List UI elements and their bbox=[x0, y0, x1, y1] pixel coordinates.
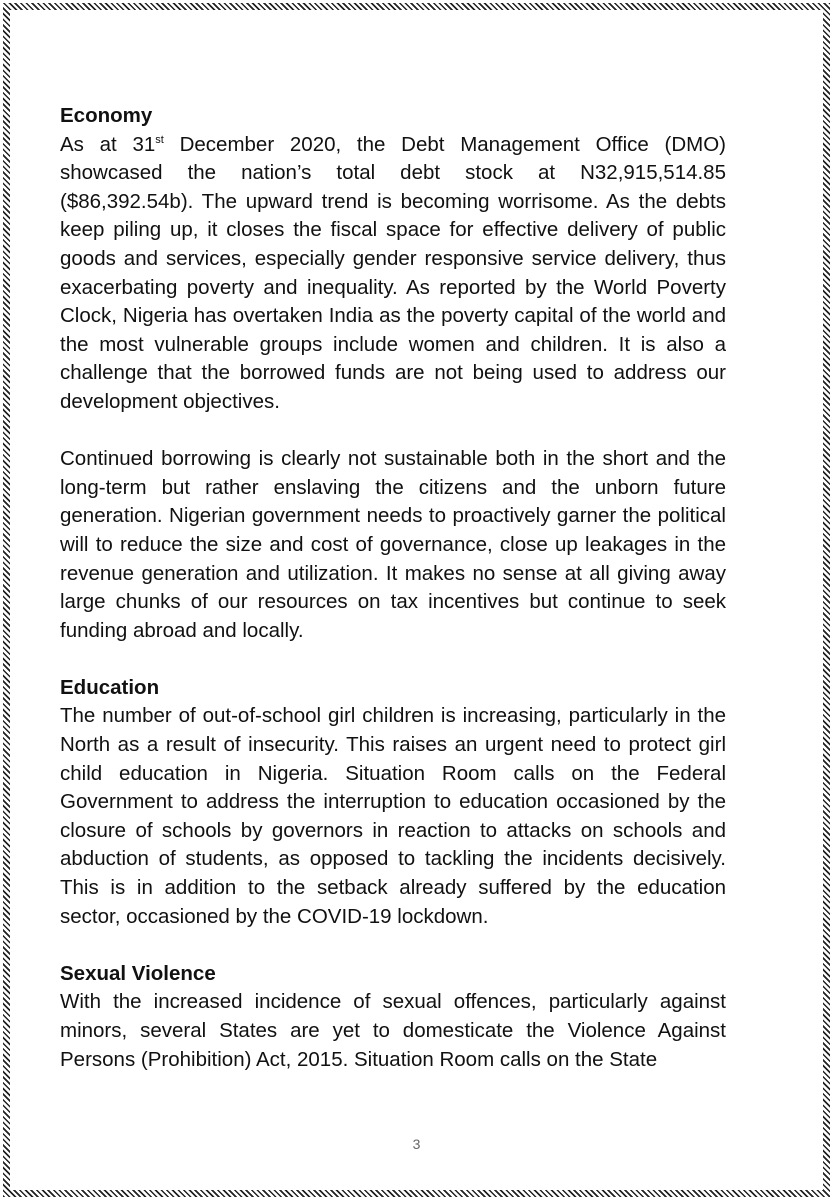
paragraph-economy-2: Continued borrowing is clearly not sustainable both in the short and the long-term but rather enslaving the citizens and the unborn future generation. Nigerian government needs to proactively garner the political will to reduce the size and cost of governance, close up leakages in the revenue generation and utilization. It makes no sense at all giving away large chunks of our resources on tax incentives but continue to seek funding abroad and locally. bbox=[60, 447, 726, 642]
heading-economy: Economy bbox=[60, 104, 153, 127]
section-education bbox=[60, 674, 726, 931]
section-gap bbox=[60, 645, 726, 674]
economy-body-text: December 2020, the Debt Management Office (DMO) showcased the nation’s total debt stock at N32,915,514.85 ($86,392.54b). The upward trend is becoming worrisome. As the debts keep piling up, it closes the fiscal space for effective delivery of public goods and services, especially gender responsive service delivery, thus exacerbating poverty and inequality. As reported by the World Poverty Clock, Nigeria has overtaken India as the poverty capital of the world and the most vulnerable groups include women and children. It is also a challenge that the borrowed funds are not being used to address our development objectives. bbox=[60, 132, 726, 413]
page-number: 3 bbox=[412, 1136, 421, 1152]
paragraph-economy-1 bbox=[60, 131, 726, 417]
section-economy bbox=[60, 102, 726, 645]
heading-sexual-violence: Sexual Violence bbox=[60, 961, 216, 985]
ordinal-suffix: st bbox=[155, 133, 164, 146]
section-gap bbox=[60, 931, 726, 960]
heading-education: Education bbox=[60, 675, 160, 699]
paragraph-sexual-violence-1: With the increased incidence of sexual offences, particularly against minors, several States are yet to domesticate the Violence Against Persons (Prohibition) Act, 2015. Situation Room calls on the State bbox=[60, 990, 726, 1071]
paragraph-education-1: The number of out-of-school girl children is increasing, particularly in the North as a result of insecurity. This raises an urgent need to protect girl child education in Nigeria. Situation Room calls on the Federal Government to address the interruption to education occasioned by the closure of schools by governors in reaction to attacks on schools and abduction of students, as opposed to tackling the incidents decisively. This is in addition to the setback already suffered by the education sector, occasioned by the COVID-19 lockdown. bbox=[60, 704, 726, 928]
document-body bbox=[60, 102, 726, 1074]
section-sexual-violence bbox=[60, 960, 726, 1074]
paragraph-gap bbox=[60, 417, 726, 446]
economy-date-text: As at 31 bbox=[60, 132, 156, 156]
